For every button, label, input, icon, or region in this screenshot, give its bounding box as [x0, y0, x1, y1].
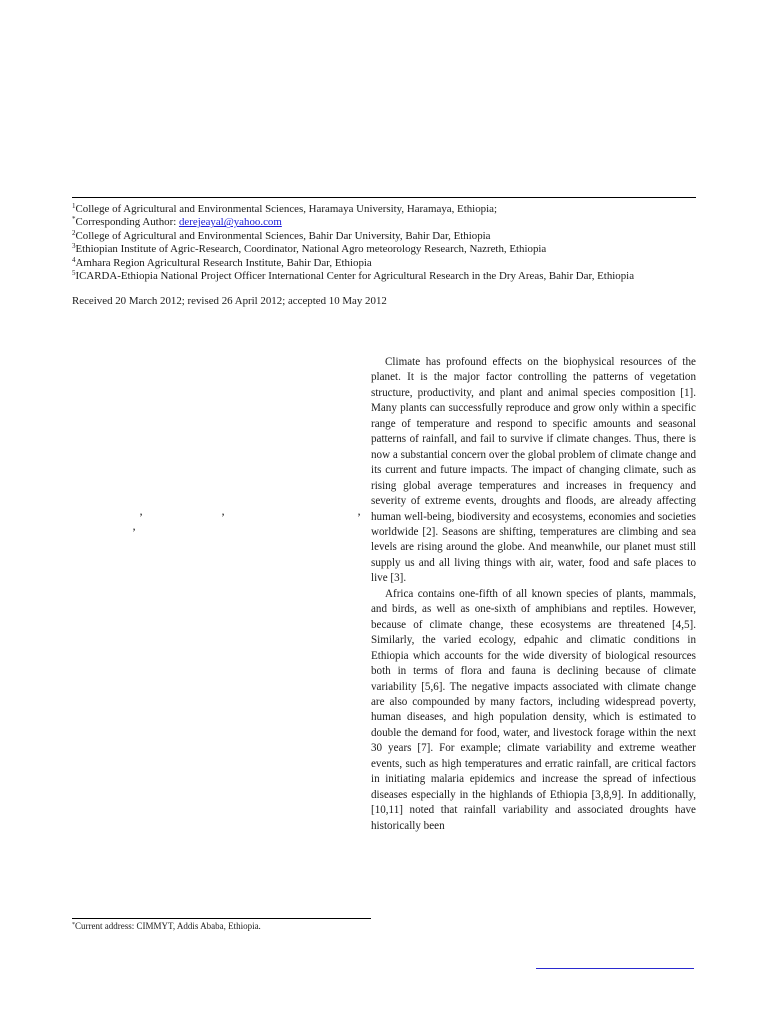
stray-mark: ’ [357, 510, 361, 524]
body-paragraph: Climate has profound effects on the biophysical resources of the planet. It is the major factor controlling the patterns of vegetation structure, productivity, and plant and animal species composition [1]. Many plants can successfully reproduce and grow only within a specific range of temperature and respond to specific amounts and seasonal patterns of rainfall, and fail to survive if climate changes. Thus, there is now a substantial concern over the global problem of climate change and its current and future impacts. The impact of changing climate, such as rising global average temperatures and increases in frequency and severity of extreme events, droughts and floods, are already affecting human well-being, biodiversity and ecosystems, economies and societies worldwide [2]. Seasons are shifting, temperatures are climbing and sea levels are rising around the globe. And meanwhile, our planet must still supply us and all living things with air, water, food and safe places to live [3]. [371, 356, 696, 585]
footnote: *Current address: CIMMYT, Addis Ababa, Ethiopia. [72, 921, 261, 931]
affiliation-1: $^1$College of Agricultural and Environmental Sciences, Haramaya University, Haramaya, Ethiopia; [72, 202, 497, 215]
affiliation-5: $^5$ICARDA-Ethiopia National Project Officer International Center for Agricultural Research in the Dry Areas, Bahir Dar, Ethiopia [72, 269, 635, 283]
affiliations-block [72, 203, 702, 283]
body-paragraph: Africa contains one-fifth of all known species of plants, mammals, and birds, as well as one-sixth of amphibians and reptiles. However, because of climate change, these ecosystems are threatened [4,5]. Similarly, the varied ecology, edpahic and climatic conditions in Ethiopia which accounts for the wide diversity of biological resources both in terms of flora and fauna is declining because of climate variability [5,6]. The negative impacts associated with climate change are also compounded by many factors, including widespread poverty, human diseases, and high population density, which is estimated to double the demand for food, water, and livestock forage within the next 30 years [7]. For example; climate variability and extreme weather events, such as high temperatures and erratic rainfall, are critical factors in initiating malaria epidemics and increase the spread of infectious diseases especially in the highlands of Ethiopia [3,8,9]. In additionally, [10,11] noted that rainfall variability and associated droughts have historically been [371, 587, 696, 832]
footnote-rule [72, 918, 371, 919]
corresponding-author: *Corresponding Author: derejeayal@yahoo.com [72, 215, 282, 229]
received-dates: Received 20 March 2012; revised 26 April 2012; accepted 10 May 2012 [72, 295, 387, 307]
affiliation-3: $^3$Ethiopian Institute of Agric-Research, Coordinator, National Agro meteorology Research, Nazreth, Ethiopia [72, 242, 547, 256]
body-text-column [371, 355, 696, 834]
affiliation-4: $^4$Amhara Region Agricultural Research Institute, Bahir Dar, Ethiopia [72, 255, 372, 269]
email-link[interactable]: derejeayal@yahoo.com [178, 216, 282, 229]
header-rule [72, 197, 696, 198]
stray-mark: ’ [221, 510, 225, 524]
stray-mark: ’ [139, 510, 143, 524]
link-underline[interactable] [536, 968, 694, 969]
affiliation-2: $^2$College of Agricultural and Environmental Sciences, Bahir Dar University, Bahir Dar, Ethiopia [72, 228, 491, 242]
stray-mark: ’ [132, 525, 136, 539]
